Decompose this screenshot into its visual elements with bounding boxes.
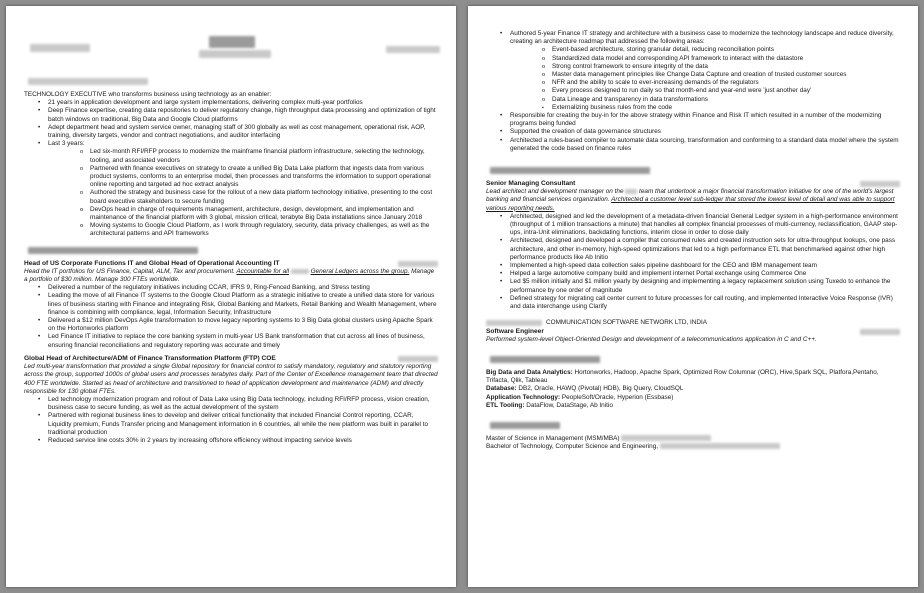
list-item: • Architected a rules-based compiler to automate data sourcing, transformation and conforming to a standard data model where the system generated the code based on finance rules: [486, 137, 900, 153]
list-item: • Led Finance IT initiative to replace the core banking system in multi-year US Bank transformation that cut across all lines of business, ensuring financial reconciliations and regulatory reporting was accurate and timely: [24, 333, 438, 349]
list-item: • Led $5 million initially and $1 million yearly by designing and implementing a legacy replacement solution using Tuxedo to enhance the performance by one order of magnitude: [486, 278, 900, 294]
strategy-list: [486, 30, 900, 153]
skill-row: [486, 369, 900, 385]
redacted-education-heading: [490, 422, 560, 429]
redacted-email: [386, 46, 440, 53]
company-name: COMMUNICATION SOFTWARE NETWORK LTD, INDIA: [546, 319, 708, 327]
role-desc-part: Head the IT portfolios for US Finance, Capital, ALM, Tax and procurement.: [24, 267, 237, 275]
resume-page-2: [468, 6, 918, 587]
list-item: • Delivered a number of the regulatory initiatives including CCAR, IFRS 9, Ring-Fenced Banking, and Stress testing: [24, 284, 438, 292]
list-item: • Implemented a high-speed data collection sales pipeline dashboard for the CEO and IBM management team: [486, 262, 900, 270]
list-item: [24, 140, 438, 238]
list-item: • Architected, designed and led the development of a metadata-driven financial General Ledger system in a high-performance environment (throughput of 1 million transactions a minute) that handles all complex financial processes of multi-currency, reclassification, GAAP step-ups, intra-Unit eliminations, backdating functions, interim close in order to close daily: [486, 213, 900, 238]
redacted-employer-2: [490, 167, 650, 174]
list-item: • Delivered a $12 million DevOps Agile transformation to move legacy reporting systems to 3 Big Data global clusters using Apache Spark on the Hortonworks platform: [24, 317, 438, 333]
list-item: o NFR and the ability to scale to ever-increasing demands of the regulators: [510, 79, 900, 87]
list-item: • Architected, designed and developed a compiler that consumed rules and created instruction sets for ultra-throughput lookups, one pass architecture, and other in-memory, high-speed optimizations that led to a high performance ETL that benchmarked against other high performance products like Ab Initio: [486, 237, 900, 262]
skill-label: Application Technology:: [486, 393, 561, 401]
list-item: o Moving systems to Google Cloud Platform, as I work through regulatory, security, data privacy challenges, as well as the architectural patterns and API frameworks: [48, 222, 438, 238]
role-desc-part: Architected a customer level sub-ledger that stored the lowest level of detail and was able to support various reporting needs.: [486, 196, 895, 212]
list-item: o Standardized data model and corresponding API framework to interact with the datastore: [510, 55, 900, 63]
role-description: [24, 268, 438, 284]
role-desc-part: General Ledgers across the group.: [310, 267, 410, 275]
strategy-text: Authored 5-year Finance IT strategy and architecture with a business case to modernize the technology landscape and reduce diversity, creating an architecture roadmap that addressed the following areas:: [510, 30, 894, 46]
contact-header: [24, 6, 438, 70]
role-bullets: [24, 284, 438, 350]
education-line: [486, 435, 900, 443]
resume-page-1: [6, 6, 456, 587]
list-item: • Supported the creation of data governance structures: [486, 128, 900, 136]
redacted-dates: [860, 329, 900, 335]
list-item: • Defined strategy for migrating call center current to future processes for call routing, and implemented Interactive Voice Response (IVR) and data interchange using Clarify: [486, 295, 900, 311]
redacted-inline: [660, 443, 780, 449]
role-title: [486, 328, 900, 336]
list-item: • Led technology modernization program and rollout of Data Lake using Big Data technology, including RFI/RFP process, vision creation, business case to secure funding, as well as the actual development of the system: [24, 396, 438, 412]
role-desc-part: Manage a portfolio of $30 million. Manage 300 FTEs worldwide.: [24, 267, 435, 284]
role-title: [24, 260, 438, 268]
skill-label: Database:: [486, 385, 517, 393]
skill-value: Hortonworks, Hadoop, Apache Spark, Optimized Row Columnar (ORC), Hive,Spark SQL, Platfora,Pentaho, Trifacta, Qlik, Tableau: [486, 368, 879, 385]
list-item: o Every process designed to run daily so that month-end and year-end were 'just another day': [510, 87, 900, 95]
redacted-location: [30, 44, 90, 52]
role-title: [24, 355, 438, 363]
role-desc-part: team that undertook a major financial transformation initiative for one of the world's largest banking and financial services organization.: [486, 188, 894, 204]
last-3-years-label: Last 3 years:: [48, 140, 85, 148]
role-title-text: Head of US Corporate Functions IT and Global Head of Operational Accounting IT: [24, 259, 280, 267]
skill-value: DB2, Oracle, HAWQ (Pivotal) HDB), Big Query, CloudSQL: [516, 385, 684, 393]
role-bullets: [486, 213, 900, 311]
degree-text: Master of Science in Management (MSM/MBA): [486, 434, 620, 442]
redacted-contact: [199, 50, 271, 58]
education-line: [486, 443, 900, 451]
list-item: • Responsible for creating the buy-in for the above strategy within Finance and Risk IT which resulted in a number of the modernizing programs being funded: [486, 112, 900, 128]
role-title-text: Senior Managing Consultant: [486, 180, 576, 188]
redacted-inline: [486, 320, 542, 326]
areas-sublist: [510, 46, 900, 112]
redacted-inline: [625, 189, 637, 194]
role-description: Performed system-level Object-Oriented Design and development of a telecommunications application in C and C++.: [486, 335, 817, 343]
skill-row: [486, 394, 900, 402]
redacted-inline: [291, 269, 309, 274]
summary-title: TECHNOLOGY EXECUTIVE who transforms business using technology as an enabler:: [24, 91, 272, 98]
list-item: o Led six-month RFI/RFP process to modernize the mainframe financial platform infrastructure, selecting the technology, tooling, and associated vendors: [48, 148, 438, 164]
role-description: Led multi-year transformation that provided a single Global repository for financial control to satisfy mandatory, regulatory and statutory reporting across the group, supported 1000s of global users and processes terabytes daily. Part of the Center of Excellence management team that directed 400 FTE worldwide. Started as head of architecture and transitioned to head of application development and maintenance (ADM) and directly responsible for 130 global FTEs.: [24, 363, 438, 395]
list-item: • Reduced service line costs 30% in 2 years by increasing offshore efficiency without impacting service levels: [24, 437, 438, 445]
list-item: o Strong control framework to ensure integrity of the data: [510, 63, 900, 71]
redacted-skills-heading: [490, 356, 600, 363]
role-title: [486, 180, 900, 188]
role-description: [486, 188, 900, 213]
list-item: ▪ Externalizing business rules from the code: [510, 104, 900, 112]
skill-value: DataFlow, DataStage, Ab Initio: [524, 401, 613, 409]
redacted-headline: [28, 78, 148, 85]
redacted-employer-1: [28, 247, 198, 254]
degree-text: Bachelor of Technology, Computer Science and Engineering,: [486, 443, 659, 451]
redacted-inline: [621, 435, 711, 441]
list-item: o Master data management principles like Change Data Capture and creation of trusted customer sources: [510, 71, 900, 79]
list-item: • Leading the move of all Finance IT systems to the Google Cloud Platform as a strategic initiative to create a unified data store for various lines of business starting with Finance and integrating Risk, Global Banking and Markets, Retail Banking and Wealth Management, where finance is combining with compliance, legal, Information Security, Infrastructure: [24, 292, 438, 317]
skills-block: [486, 369, 900, 410]
skill-row: [486, 402, 900, 410]
redacted-dates: [398, 261, 438, 267]
list-item: o Data Lineage and transparency in data transformations: [510, 96, 900, 104]
list-item: • Partnered with regional business lines to develop and deliver critical functionality that included Financial Control reporting, CCAR, Liquidity premium, Funds Transfer pricing and Management information in 6 countries, all while the new platform was built in parallel to traditional production: [24, 412, 438, 437]
list-item: o Partnered with finance executives on strategy to create a unified Big Data Lake platform that ingests data from various product systems, conforms to an enterprise model, then processes and transforms the information to support operational online reporting and targeted ad hoc extract analysis: [48, 165, 438, 190]
skill-value: PeopleSoft/Oracle, Hyperion (Essbase): [560, 393, 674, 401]
last3-sublist: [48, 148, 438, 238]
list-item: o Authored the strategy and business case for the rollout of a new data platform technology initiative, presenting to the cost board executive stakeholders to secure funding: [48, 189, 438, 205]
list-item: o DevOps head in charge of requirements management, architecture, design, development, and implementation and maintenance of the financial platform with 3 global, mission critical, terabyte Big Data installations since January 2018: [48, 206, 438, 222]
role-desc-part: Accountable for all: [236, 267, 289, 275]
list-item: • Helped a large automotive company build and implement internet Portal exchange using Commerce One: [486, 270, 900, 278]
redacted-name: [209, 36, 255, 48]
company-line: [486, 319, 900, 327]
skill-label: Big Data and Data Analytics:: [486, 368, 573, 376]
summary-list: [24, 99, 438, 238]
role-title-text: Software Engineer: [486, 327, 544, 335]
role-desc-part: Lead architect and development manager on the: [486, 188, 624, 196]
list-item: • 21 years in application development and large system implementations, delivering complex multi-year portfolios: [24, 99, 438, 107]
role-title-text: Global Head of Architecture/ADM of Finance Transformation Platform (FTP) COE: [24, 354, 276, 362]
list-item: [486, 30, 900, 112]
skill-row: [486, 385, 900, 393]
list-item: • Deep Finance expertise, creating data repositories to deliver regulatory change, high throughput data processing and optimization of tight batch windows on traditional, Big Data and Google Cloud platforms: [24, 107, 438, 123]
redacted-dates: [398, 356, 438, 362]
skill-label: ETL Tooling:: [486, 401, 525, 409]
redacted-dates: [860, 181, 900, 187]
list-item: • Adept department head and system service owner, managing staff of 300 globally as well as cost management, operational risk, AOP, training, diversity targets, vendor and contract negotiations, and auditor interfacing: [24, 124, 438, 140]
role-bullets: [24, 396, 438, 445]
list-item: o Event-based architecture, storing granular detail, reducing reconciliation points: [510, 46, 900, 54]
